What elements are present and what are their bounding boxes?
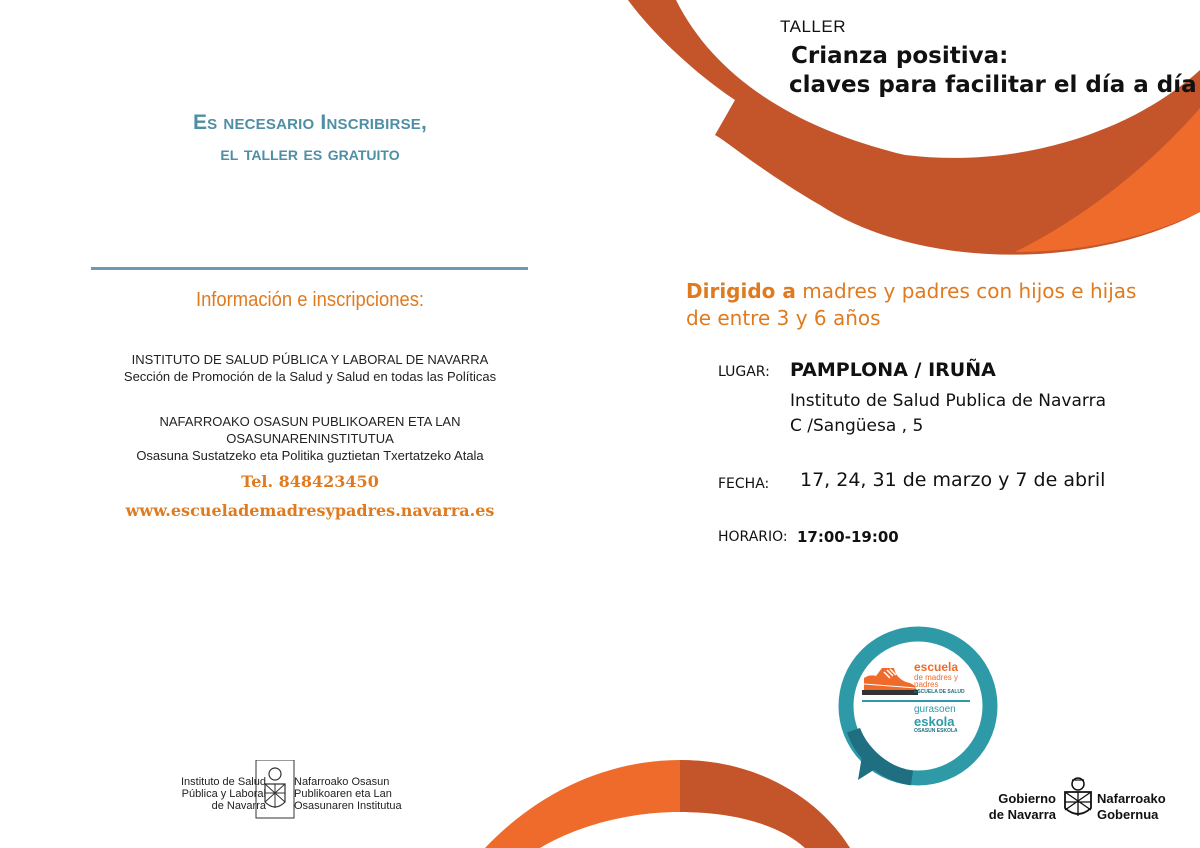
lugar-city: PAMPLONA / IRUÑA [790,359,996,381]
fecha-value: 17, 24, 31 de marzo y 7 de abril [800,469,1106,491]
escuela-logo-line2: de madres y [914,673,959,682]
horario-value: 17:00-19:00 [797,528,899,546]
isp-es-line2: Pública y Laboral [181,788,266,800]
isp-eu-line3: Osasunaren Institutua [294,800,402,812]
escuela-logo [832,620,1004,792]
gobierno-logo-es-text [958,791,1056,823]
gobierno-eu-line2: Gobernua [1097,807,1159,822]
registration-notice-line2: el taller es gratuito [220,143,400,165]
taller-label: TALLER [780,17,846,36]
lugar-address-line2: C /Sangüesa , 5 [790,416,924,436]
navarra-coat-of-arms-icon [1062,776,1094,820]
horario-label: HORARIO: [718,529,788,545]
institute-es-section: Sección de Promoción de la Salud y Salud en todas las Políticas [123,369,497,384]
institute-eu-block [80,413,540,464]
logo-rule [862,700,970,702]
lugar-address-line1: Instituto de Salud Publica de Navarra [790,391,1106,411]
fecha-label: FECHA: [718,476,770,492]
registration-notice-line1: Es necesario Inscribirse, [192,111,428,134]
workshop-title-line1: Crianza positiva: [791,43,1009,69]
gobierno-logo-eu-text [1097,791,1166,823]
isp-logo [148,760,418,820]
escuela-logo-line1: escuela [914,660,959,674]
audience-label: Dirigido a [686,279,796,303]
bottom-arc-dark [680,760,850,848]
institute-eu-name: NAFARROAKO OSASUN PUBLIKOAREN ETA LAN OSASUNARENINSTITUTUA [159,414,461,446]
sneaker-icon [860,664,920,700]
isp-logo-eu-text [294,776,424,812]
isp-eu-line2: Publikoaren eta Lan [294,788,392,800]
audience-description [686,278,1156,332]
phone-number[interactable]: Tel. 848423450 [241,472,379,491]
isp-es-line1: Instituto de Salud [180,776,266,788]
escuela-logo-line7: OSASUN ESKOLA [914,728,958,734]
website-link[interactable]: www.escuelademadresypadres.navarra.es [125,501,495,520]
escuela-logo-line3: padres [914,680,939,689]
workshop-title-line2: claves para facilitar el día a día [789,72,1197,98]
audience-text: madres y padres con hijos e hijas de entre 3 y 6 años [686,279,1137,330]
escuela-logo-line5: gurasoen [914,704,956,715]
institute-es-block [80,351,540,385]
escuela-logo-line6: eskola [914,714,955,729]
navarra-shield-icon [252,760,298,820]
gobierno-es-line2: de Navarra [988,807,1056,822]
gobierno-eu-line1: Nafarroako [1097,791,1166,806]
isp-es-line3: de Navarra [211,800,266,812]
lugar-label: LUGAR: [718,364,770,380]
institute-eu-section: Osasuna Sustatzeko eta Politika guztietan Txertatzeko Atala [136,448,484,463]
section-divider [91,267,528,270]
info-title: Información e inscripciones: [195,289,425,311]
isp-logo-es-text [156,776,266,812]
escuela-logo-line4: ESCUELA DE SALUD [914,689,965,695]
institute-es-name: INSTITUTO DE SALUD PÚBLICA Y LABORAL DE NAVARRA [131,352,489,367]
isp-eu-line1: Nafarroako Osasun [294,776,390,788]
gobierno-es-line1: Gobierno [998,791,1056,806]
